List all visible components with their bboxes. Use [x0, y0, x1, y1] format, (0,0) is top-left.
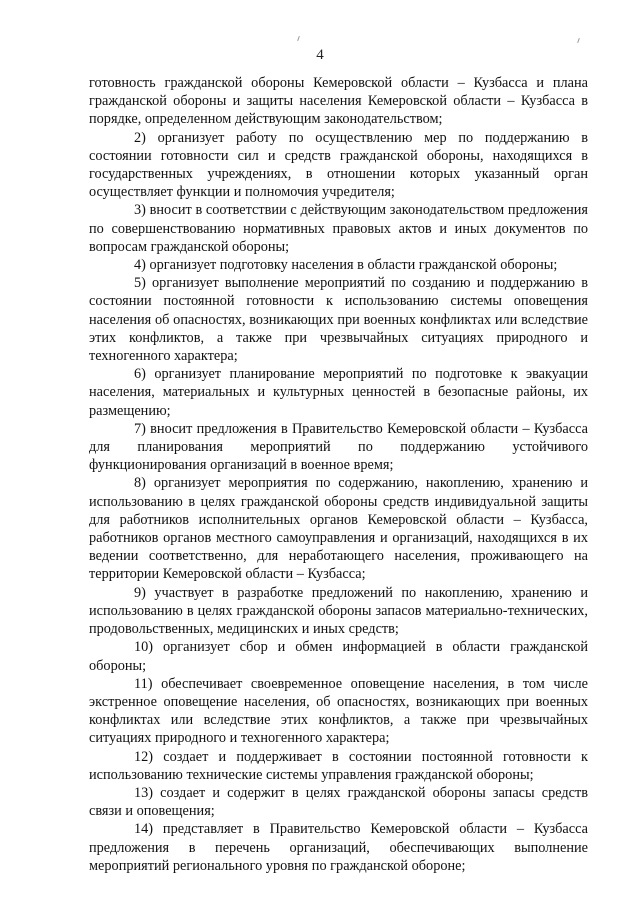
list-item-8: 8) организует мероприятия по содержанию, накоплению, хранению и использованию в целях гражданской обороны средств индивидуальной защиты для работников исполнительных органов Кемеровской области – Кузбасса, работников органов местного самоуправления и организаций, находящихся в их ведении соответственно, для неработающего населения, проживающего на территории Кемеровской области – Кузбасса; [89, 475, 588, 583]
list-item-6: 6) организует планирование мероприятий по подготовке к эвакуации населения, материальных и культурных ценностей в безопасные районы, их размещению; [89, 366, 588, 419]
list-item-11: 11) обеспечивает своевременное оповещение населения, в том числе экстренное оповещение населения, об опасностях, возникающих при военных конфликтах или вследствие этих конфликтов, а также при чрезвычайных ситуациях природного и техногенного характера; [89, 675, 588, 747]
list-item-13: 13) создает и содержит в целях гражданской обороны запасы средств связи и оповещения; [89, 784, 588, 820]
list-item-9: 9) участвует в разработке предложений по накоплению, хранению и использованию в целях гражданской обороны запасов материально-технических, продовольственных, медицинских и иных средств; [89, 584, 588, 638]
list-item-7: 7) вносит предложения в Правительство Кемеровской области – Кузбасса для планирования мероприятий по поддержанию устойчивого функционирования организаций в военное время; [89, 420, 588, 474]
list-item-2: 2) организует работу по осуществлению мер по поддержанию в состоянии готовности сил и средств гражданской обороны, находящихся в государственных учреждениях, в отношении которых указанный орган осуществляет функции и полномочия учредителя; [89, 129, 588, 201]
list-item-4: 4) организует подготовку населения в области гражданской обороны; [134, 257, 558, 274]
page-number: 4 [316, 47, 324, 63]
paragraph-continuation: готовность гражданской обороны Кемеровской области – Кузбасса и плана гражданской обороны и защиты населения Кемеровской области – Кузбасса в порядке, определенном действующим законодательством; [89, 75, 588, 128]
scan-mark [577, 38, 580, 43]
document-body [89, 74, 588, 875]
list-item-3: 3) вносит в соответствии с действующим законодательством предложения по совершенствованию нормативных правовых актов и иных документов по вопросам гражданской обороны; [89, 202, 588, 255]
list-item-5: 5) организует выполнение мероприятий по созданию и поддержанию в состоянии постоянной готовности к использованию системы оповещения населения об опасностях, возникающих при военных конфликтах или вследствие этих конфликтов, а также при чрезвычайных ситуациях природного и техногенного характера; [89, 275, 588, 365]
list-item-10: 10) организует сбор и обмен информацией в области гражданской обороны; [89, 639, 588, 674]
list-item-12: 12) создает и поддерживает в состоянии постоянной готовности к использованию технические системы управления гражданской обороны; [89, 748, 588, 783]
list-item-14: 14) представляет в Правительство Кемеровской области – Кузбасса предложения в перечень организаций, обеспечивающих выполнение мероприятий регионального уровня по гражданской обороне; [89, 821, 588, 874]
scan-mark [297, 36, 300, 41]
